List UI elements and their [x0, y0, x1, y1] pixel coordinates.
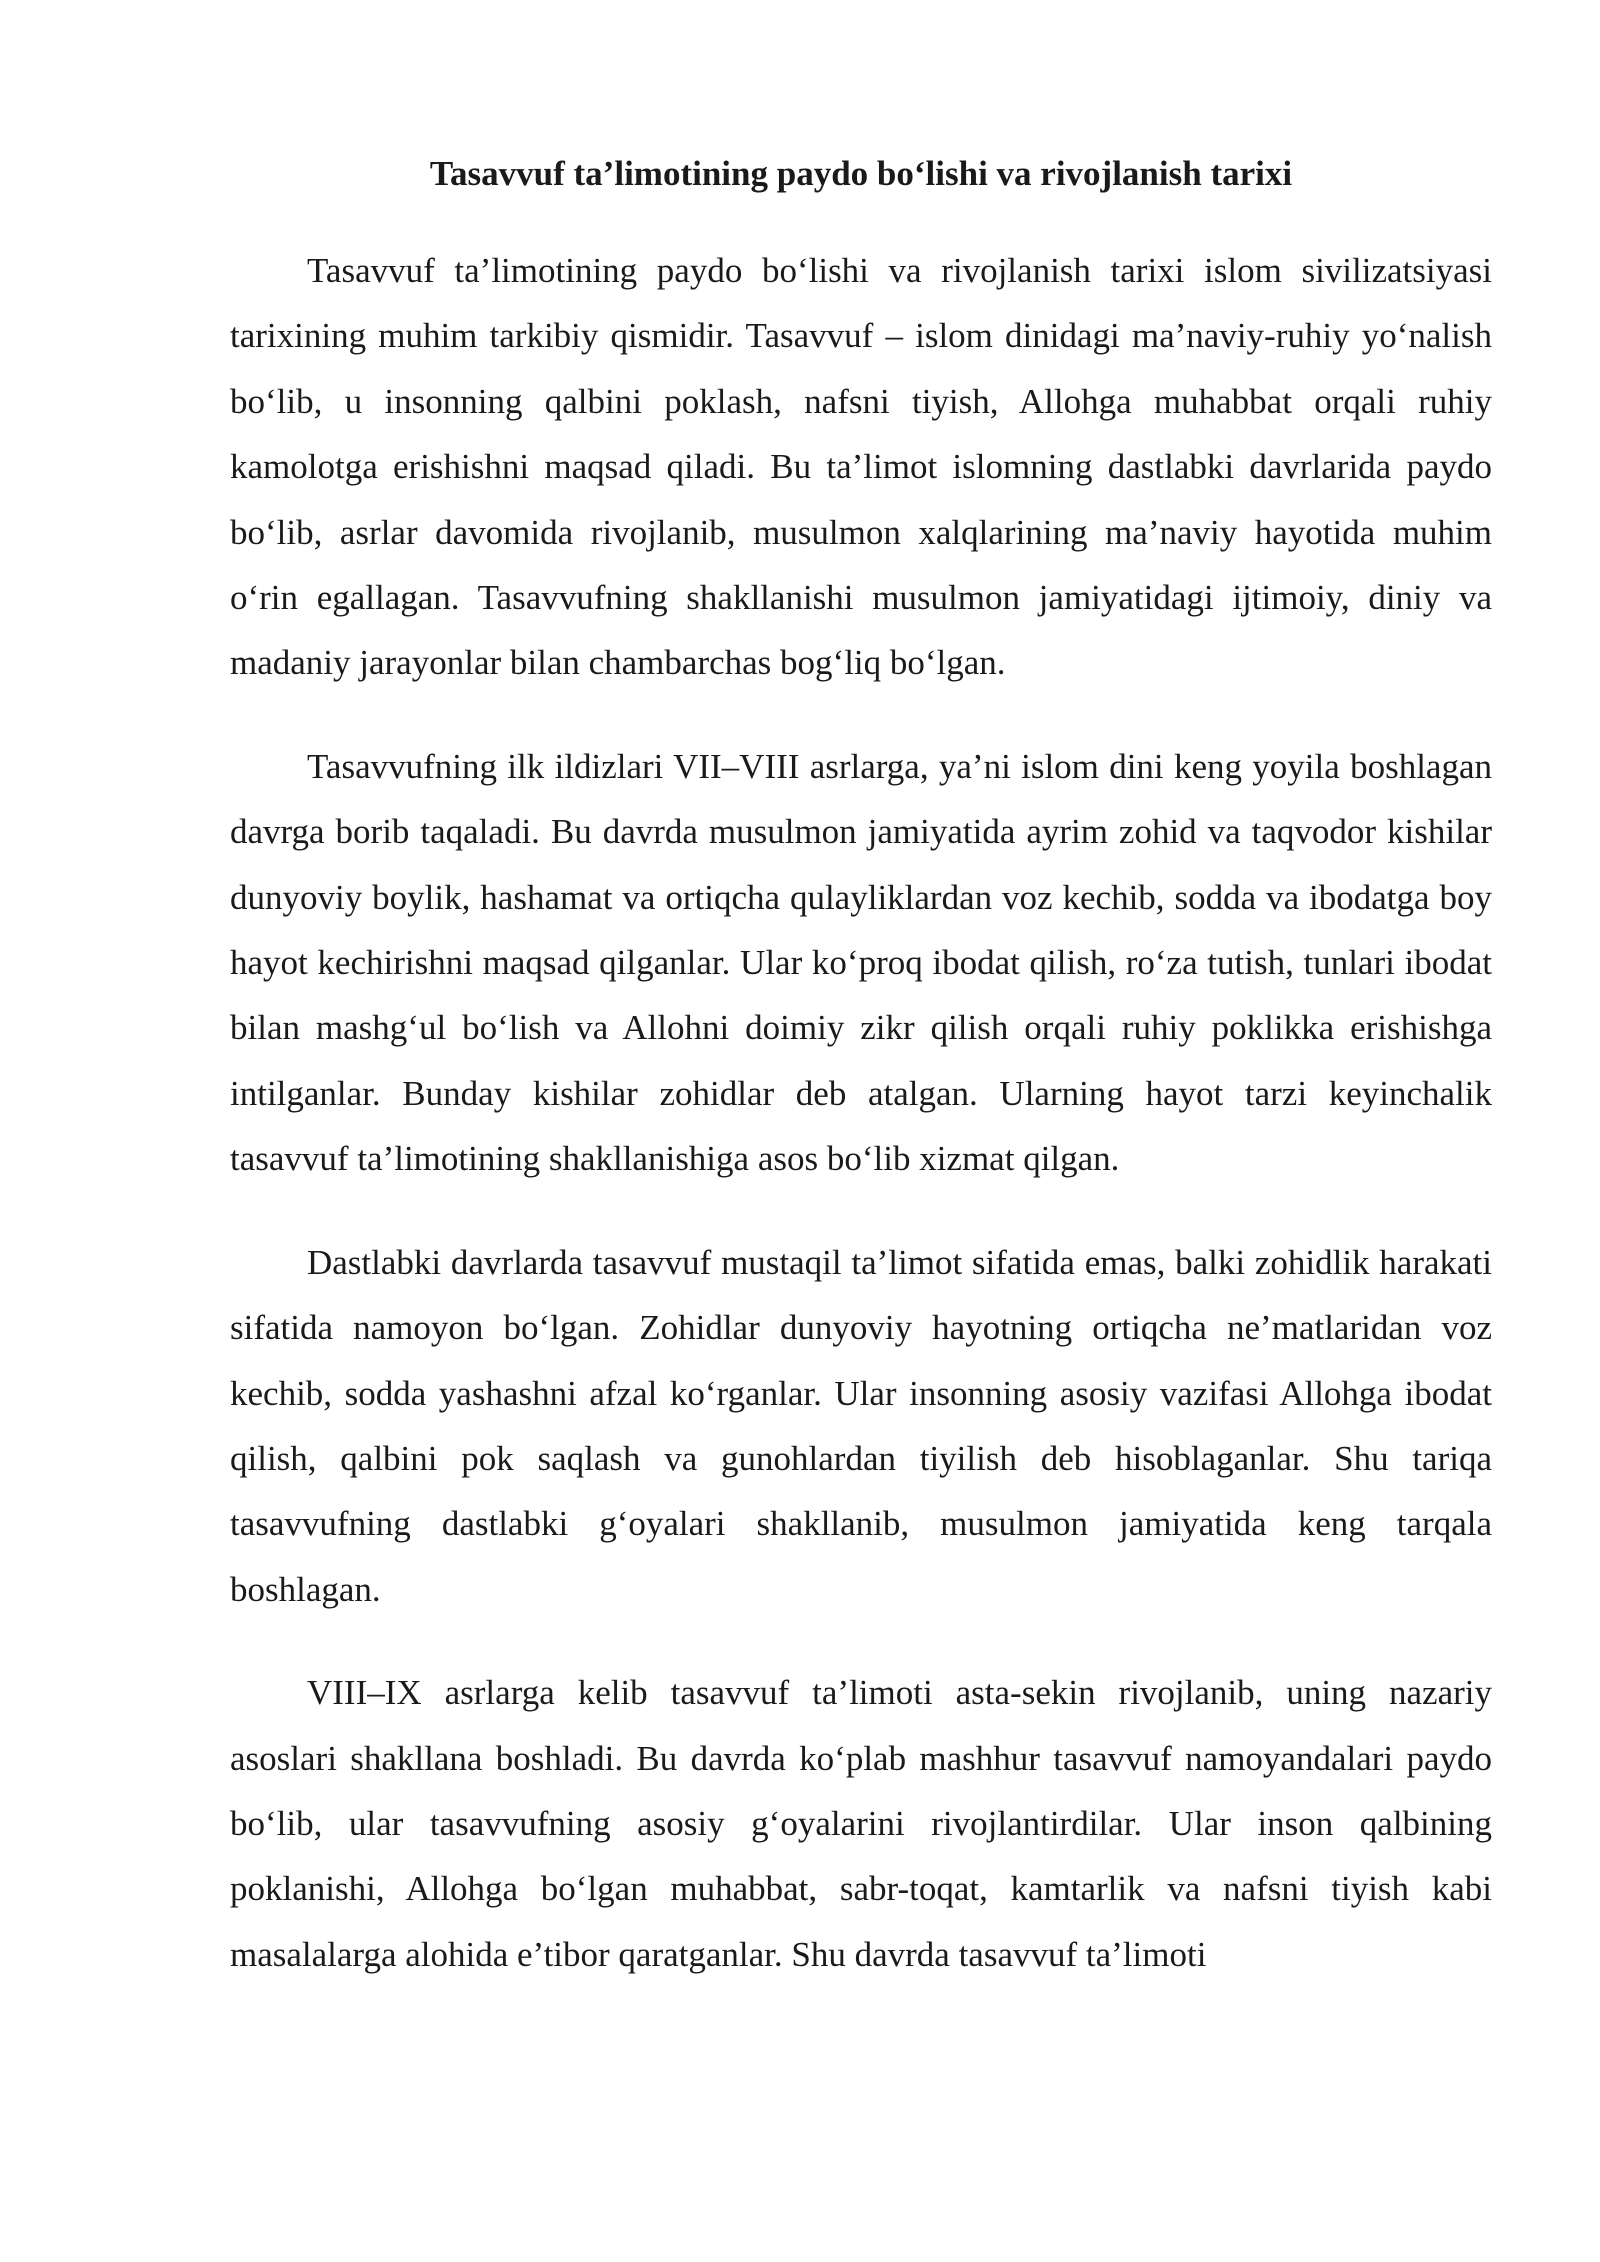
paragraph-2: Tasavvufning ilk ildizlari VII–VIII asrlarga, ya’ni islom dini keng yoyila boshlagan davrga borib taqaladi. Bu davrda musulmon jamiyatida ayrim zohid va taqvodor kishilar dunyoviy boylik, hashamat va ortiqcha qulayliklardan voz kechib, sodda va ibodatga boy hayot kechirishni maqsad qilganlar. Ular ko‘proq ibodat qilish, ro‘za tutish, tunlari ibodat bilan mashg‘ul bo‘lish va Allohni doimiy zikr qilish orqali ruhiy poklikka erishishga intilganlar. Bunday kishilar zohidlar deb atalgan. Ularning hayot tarzi keyinchalik tasavvuf ta’limotining shakllanishiga asos bo‘lib xizmat qilgan.	[230, 746, 1492, 1179]
paragraph-4: VIII–IX asrlarga kelib tasavvuf ta’limoti asta-sekin rivojlanib, uning nazariy asoslari shakllana boshladi. Bu davrda ko‘plab mashhur tasavvuf namoyandalari paydo bo‘lib, ular tasavvufning asosiy g‘oyalarini rivojlantirdilar. Ular inson qalbining poklanishi, Allohga bo‘lgan muhabbat, sabr-toqat, kamtarlik va nafsni tiyish kabi masalalarga alohida e’tibor qaratganlar. Shu davrda tasavvuf ta’limoti	[230, 1673, 1492, 1974]
document-page	[230, 148, 1492, 2025]
paragraph-3: Dastlabki davrlarda tasavvuf mustaqil ta’limot sifatida emas, balki zohidlik harakati sifatida namoyon bo‘lgan. Zohidlar dunyoviy hayotning ortiqcha ne’matlaridan voz kechib, sodda yashashni afzal ko‘rganlar. Ular insonning asosiy vazifasi Allohga ibodat qilish, qalbini pok saqlash va gunohlardan tiyilish deb hisoblaganlar. Shu tariqa tasavvufning dastlabki g‘oyalari shakllanib, musulmon jamiyatida keng tarqala boshlagan.	[230, 1242, 1492, 1609]
paragraph-1: Tasavvuf ta’limotining paydo bo‘lishi va rivojlanish tarixi islom sivilizatsiyasi tarixining muhim tarkibiy qismidir. Tasavvuf – islom dinidagi ma’naviy-ruhiy yo‘nalish bo‘lib, u insonning qalbini poklash, nafsni tiyish, Allohga muhabbat orqali ruhiy kamolotga erishishni maqsad qiladi. Bu ta’limot islomning dastlabki davrlarida paydo bo‘lib, asrlar davomida rivojlanib, musulmon xalqlarining ma’naviy hayotida muhim o‘rin egallagan. Tasavvufning shakllanishi musulmon jamiyatidagi ijtimoiy, diniy va madaniy jarayonlar bilan chambarchas bog‘liq bo‘lgan.	[230, 251, 1492, 683]
document-title: Tasavvuf ta’limotining paydo bo‘lishi va rivojlanish tarixi	[429, 154, 1293, 193]
